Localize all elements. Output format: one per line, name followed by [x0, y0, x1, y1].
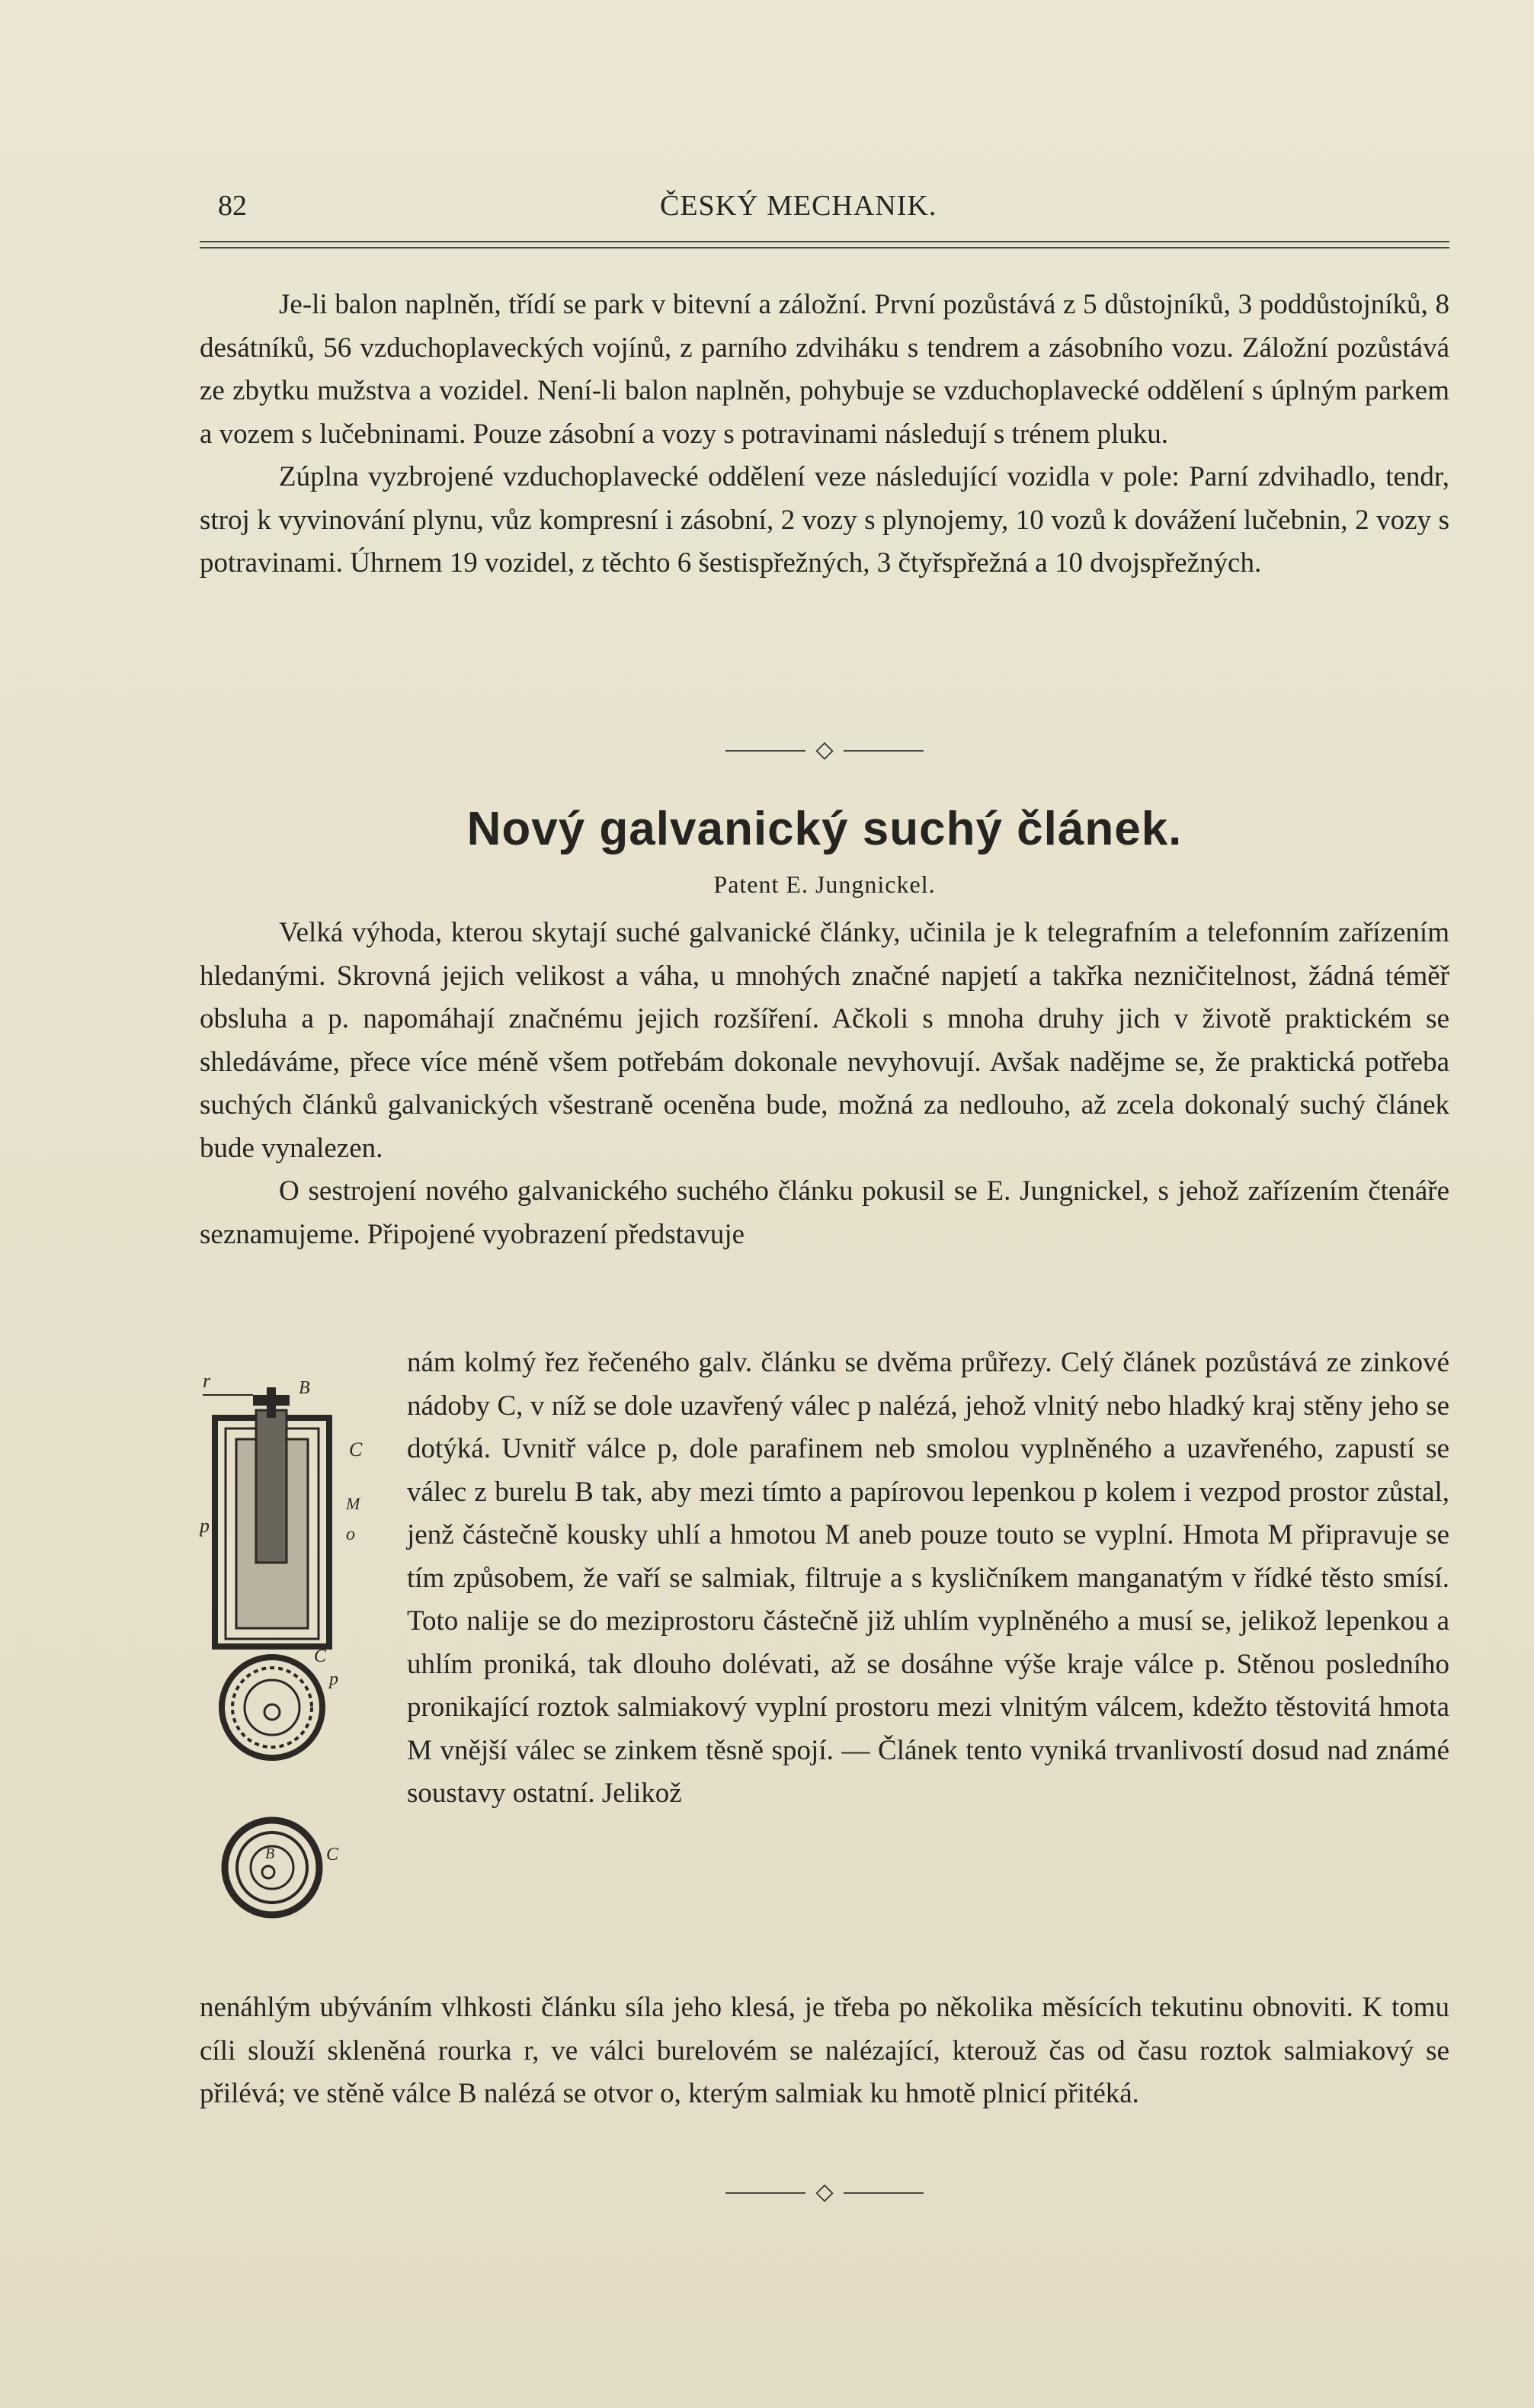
intro-paragraph-2: Zúplna vyzbrojené vzduchoplavecké oddělení veze následující vozidla v pole: Parní zdvihadlo, tendr, stroj k vyvinování plynu, vůz kompresní i zásobní, 2 vozy s plynojemy, 10 vozů k dovážení lučebnin, 2 vozy s potravinami. Úhrnem 19 vozidel, z těchto 6 šestispřežných, 3 čtyřspřežná a 10 dvojspřežných. — [200, 461, 1449, 579]
intro-paragraph-1: Je-li balon naplněn, třídí se park v bitevní a záložní. První pozůstává z 5 důstojníků, 3 poddůstojníků, 8 desátníků, 56 vzduchoplaveckých vojínů, z parního zdviháku s tendrem a zásobního vozu. Záložní pozůstává ze zbytku mužstva a vozidel. Není-li balon naplněn, pohybuje se vzduchoplavecké oddělení s úplným parkem a vozem s lučebninami. Pouze zásobní a vozy s potravinami následují s trénem pluku. — [200, 289, 1449, 450]
section-separator — [725, 739, 924, 762]
cell-figure — [200, 1364, 390, 1944]
figure-wrap-text: nám kolmý řez řečeného galv. článku se dvěma průřezy. Celý článek pozůstává ze zinkové nádoby C, v níž se dole uzavřený válec p nalézá, jehož vlnitý nebo hladký kraj stěny jeho se dotýká. Uvnitř válce p, dole parafinem neb smolou vyplněného a uzavřeného, zapustí se válec z burelu B tak, aby mezi tímto a papírovou lepenkou p kolem i vezpod prostor zůstal, jenž částečně kousky uhlí a hmotou M aneb pouze touto se vyplní. Hmota M připravuje se tím způsobem, že vaří se salmiak, filtruje a s kysličníkem manganatým v řídké těsto smísí. Toto nalije se do meziprostoru částečně již uhlím vyplněného a musí se, jelikož lepenkou a uhlím proniká, tak dlouho dolévati, až se dosáhne výše kraje válce p. Stěnou posledního pronikající roztok salmiakový vyplní prostoru mezi vlnitým válcem, kdežto těstovitá hmota M vnější válec se zinkem těsně spojí. — Článek tento vyniká trvanlivostí dosud nad známé soustavy ostatní. Jelikož — [407, 1347, 1449, 1809]
intro-section — [200, 284, 1449, 585]
label-p: p — [200, 1515, 210, 1537]
label-b-top: B — [299, 1378, 310, 1398]
label-c-top: C — [349, 1438, 363, 1461]
galvanic-cell-illustration — [200, 1364, 390, 1944]
label-c-mid: C — [314, 1646, 327, 1666]
header-rule — [200, 241, 1449, 248]
label-p-mid: p — [329, 1669, 338, 1689]
article-tail-text: nenáhlým ubýváním vlhkosti článku síla jeho klesá, je třeba po několika měsících tekutinu obnoviti. K tomu cíli slouží skleněná rourka r, ve válci burelovém se nalézající, kterouž čas od času roztok salmiakový se přilévá; ve stěně válce B nalézá se otvor o, kterým salmiak ku hmotě plnicí přitéká. — [200, 1992, 1449, 2109]
label-b-bottom: B — [265, 1845, 275, 1862]
article-paragraph-2: O sestrojení nového galvanického suchého článku pokusil se E. Jungnickel, s jehož zařízením čtenáře seznamujeme. Připojené vyobrazení představuje — [200, 1175, 1449, 1250]
article-subtitle: Patent E. Jungnickel. — [713, 871, 936, 898]
label-r: r — [203, 1370, 211, 1392]
article-paragraph-1: Velká výhoda, kterou skytají suché galvanické články, učinila je k telegrafním a telefonním zařízením hledanými. Skrovná jejich velikost a váha, u mnohých značné napjetí a takřka nezničitelnost, žádná téměř obsluha a p. napomáhají značnému jejich rozšíření. Ačkoli s mnoha druhy jich v životě praktickém se shledáváme, přece více méně všem potřebám dokonale nevyhovují. Avšak nadějme se, že praktická potřeba suchých článků galvanických všestraně oceněna bude, možná za nedlouho, až zcela dokonalý suchý článek bude vynalezen. — [200, 917, 1449, 1164]
page-header — [218, 189, 1449, 235]
page-number: 82 — [218, 190, 247, 222]
label-o: o — [346, 1525, 355, 1544]
end-separator — [725, 2179, 924, 2204]
label-c-bottom: C — [326, 1845, 339, 1865]
label-m: M — [346, 1494, 360, 1513]
ornament-icon: ◇ — [815, 2179, 834, 2204]
ornament-icon: ◇ — [815, 737, 834, 762]
article-body — [200, 912, 1449, 1256]
article-title: Nový galvanický suchý článek. — [466, 803, 1183, 855]
running-head: ČESKÝ MECHANIK. — [660, 190, 937, 222]
